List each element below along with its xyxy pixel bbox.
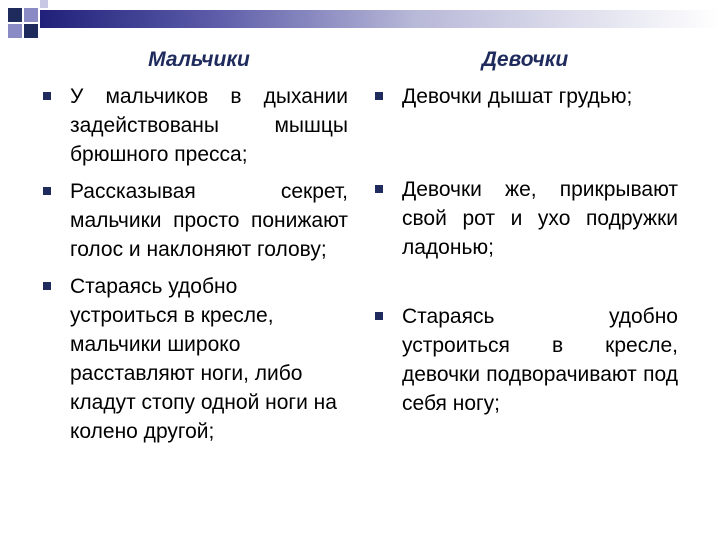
square-bullet-icon <box>43 92 51 100</box>
square-bullet-icon <box>375 92 383 100</box>
square-bullet-icon <box>375 185 383 193</box>
decor-square <box>24 24 38 38</box>
list-item <box>372 82 678 111</box>
boys-column <box>40 44 348 446</box>
square-bullet-icon <box>43 187 51 195</box>
boys-heading: Мальчики <box>148 48 250 71</box>
square-bullet-icon <box>43 282 51 290</box>
list-item-text: Стараясь удобно устроиться в кресле, мальчики широко расставляют ноги, либо кладут стопу одной ноги на колено другой; <box>70 275 337 443</box>
square-bullet-icon <box>375 312 383 320</box>
girls-list <box>372 82 678 418</box>
list-item-text: Девочки дышат грудью; <box>402 85 633 108</box>
list-item <box>372 175 678 262</box>
list-item-text: У мальчиков в дыхании задействованы мышцы брюшного пресса; <box>70 85 348 166</box>
girls-heading: Девочки <box>481 48 569 71</box>
list-item-text: Стараясь удобно устроиться в кресле, девочки подворачивают под себя ногу; <box>402 305 678 415</box>
list-item <box>40 82 348 169</box>
decor-square <box>8 8 22 22</box>
boys-list <box>40 82 348 446</box>
list-item <box>40 177 348 264</box>
decor-square <box>8 24 22 38</box>
list-item <box>40 272 348 446</box>
list-item <box>372 302 678 418</box>
list-item-text: Рассказывая секрет, мальчики просто понижают голос и наклоняют голову; <box>70 180 348 261</box>
girls-column <box>372 44 678 418</box>
corner-decoration <box>0 0 720 48</box>
list-item-text: Девочки же, прикрывают свой рот и ухо подружки ладонью; <box>402 178 678 259</box>
header-gradient-band <box>40 10 720 28</box>
decor-square <box>24 8 38 22</box>
decor-square <box>40 0 48 8</box>
